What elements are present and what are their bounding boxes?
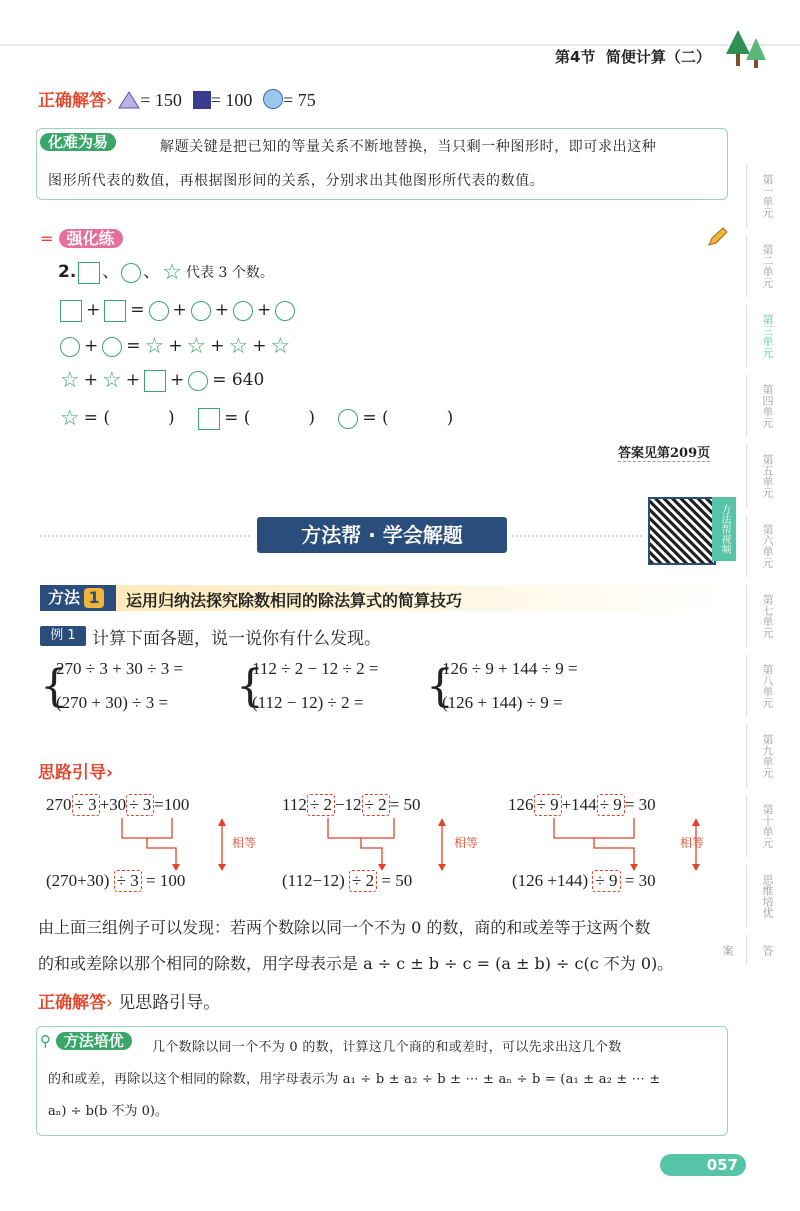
banner-rule-left [40, 535, 250, 537]
thinking-label: 思路引导› [38, 763, 114, 783]
practice-answer-blanks[interactable]: ☆ = ( ) = ( ) = ( ) [60, 405, 454, 431]
equal-label-1: 相等 [232, 836, 257, 850]
example-group-2: 112 ÷ 2 − 12 ÷ 2 = (112 − 12) ÷ 2 = [252, 659, 379, 712]
answer-reference[interactable]: 答案见第209页 [618, 442, 710, 462]
tip2-line-1: 几个数除以同一个不为 0 的数，计算这几个商的和或差时，可以先求出这几个数 [152, 1040, 622, 1055]
brace-3: { [426, 661, 454, 712]
thinking-g2-bottom: (112−12) ÷ 2 = 50 [282, 871, 413, 890]
tip-tag-1: 化难为易 [40, 131, 116, 152]
equal-label-2: 相等 [454, 836, 479, 850]
answer-line-2: 正确解答› 见思路引导。 [38, 993, 221, 1013]
tree-icon [722, 28, 770, 72]
equal-label-3: 相等 [680, 836, 705, 850]
example-group-3: 126 ÷ 9 + 144 ÷ 9 = (126 + 144) ÷ 9 = [442, 659, 578, 712]
thinking-g1-top: 270 ÷ 3 +30 ÷ 3 =100 [46, 795, 190, 814]
banner-rule-right [512, 535, 642, 537]
qr-side-label: 方法帮视频 [712, 497, 736, 561]
sidebar-item-unit-3[interactable]: 第三单元 [746, 305, 787, 367]
sidebar-item-unit-4[interactable]: 第四单元 [746, 375, 787, 437]
page-number: 057 [660, 1154, 746, 1176]
circle-filled-icon [263, 89, 283, 109]
example-group-1: 270 ÷ 3 + 30 ÷ 3 = (270 + 30) ÷ 3 = [56, 659, 184, 712]
practice-tag: = 强化练 [40, 226, 123, 249]
sidebar-item-unit-2[interactable]: 第二单元 [746, 235, 787, 297]
answer-line-1: 正确解答› = 150 = 100 = 75 [38, 90, 316, 111]
tip2-line-3: aₙ) ÷ b(b 不为 0)。 [48, 1104, 168, 1119]
practice-eq-2: + = ☆ + ☆ + ☆ + ☆ [58, 334, 292, 359]
circle-icon [121, 263, 141, 283]
example-label: 例 1 [40, 626, 86, 646]
practice-question: 2. 、 、☆ 代表 3 个数。 [58, 259, 274, 285]
method-title: 运用归纳法探究除数相同的除法算式的简算技巧 [126, 591, 463, 610]
thinking-g2-top: 112 ÷ 2 −12 ÷ 2 = 50 [282, 795, 421, 814]
star-icon: ☆ [162, 259, 183, 285]
sidebar-item-unit-7[interactable]: 第七单元 [746, 585, 787, 647]
sidebar-item-thinking[interactable]: 思维培优 [746, 865, 787, 927]
thinking-g3-top: 126 ÷ 9 +144 ÷ 9 = 30 [508, 795, 656, 814]
thinking-g3-bottom: (126 +144) ÷ 9 = 30 [512, 871, 656, 890]
tip-text-1: 解题关键是把已知的等量关系不断地替换，当只剩一种图形时，即可求出这种 [160, 139, 657, 155]
method-label: 方法 1 [40, 585, 116, 611]
brace-1: { [40, 661, 68, 712]
thinking-g1-bottom: (270+30) ÷ 3 = 100 [46, 871, 186, 890]
triangle-icon [118, 91, 140, 109]
sidebar-item-unit-1[interactable]: 第一单元 [746, 165, 787, 227]
tip-text-2: 图形所代表的数值，再根据图形间的关系，分别求出其他图形所代表的数值。 [48, 173, 545, 189]
example-text: 计算下面各题，说一说你有什么发现。 [92, 629, 381, 649]
sidebar-item-unit-8[interactable]: 第八单元 [746, 655, 787, 717]
tip-tag-2: ⚲ 方法培优 [40, 1030, 132, 1051]
sidebar-item-unit-10[interactable]: 第十单元 [746, 795, 787, 857]
practice-eq-3: ☆ + ☆ + + = 640 [60, 367, 265, 393]
brace-2: { [236, 661, 264, 712]
sidebar-item-unit-5[interactable]: 第五单元 [746, 445, 787, 507]
tip2-line-2: 的和或差，再除以这个相同的除数，用字母表示为 a₁ ÷ b ± a₂ ÷ b ± ⋯ ± aₙ ÷ b = (a₁ ± a₂ ± ⋯ ± [48, 1072, 661, 1087]
practice-eq-1: + = + + + [58, 298, 297, 322]
qr-code[interactable] [648, 497, 716, 565]
pencil-icon [706, 226, 730, 248]
sidebar-item-unit-9[interactable]: 第九单元 [746, 725, 787, 787]
square-filled-icon [193, 91, 211, 109]
conclusion: 由上面三组例子可以发现：若两个数除以同一个不为 0 的数，商的和或差等于这两个数 的和或差除以那个相同的除数，用字母表示是 a ÷ c ± b ÷ c = (a ± b) ÷ c(c 不为 0)。 [38, 918, 674, 973]
sidebar-item-answers[interactable]: 答 案 [746, 935, 787, 965]
sidebar-item-unit-6[interactable]: 第六单元 [746, 515, 787, 577]
section-banner: 方法帮 · 学会解题 [257, 517, 507, 553]
square-icon [78, 262, 100, 284]
header-title: 第4节 简便计算（二） [555, 48, 711, 66]
